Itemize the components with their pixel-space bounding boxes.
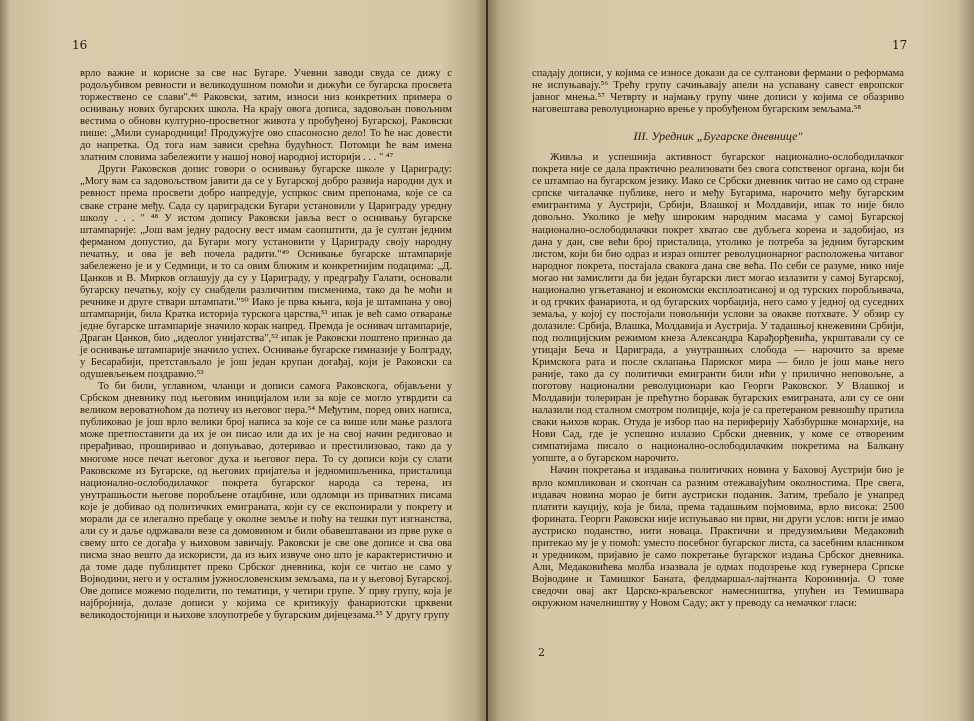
right-page-number: 17 [892,38,908,52]
right-page-text [532,68,904,610]
section-heading: III. Уредник „Бугарске дневнице" [633,129,803,144]
right-page [488,0,974,721]
left-page-text [80,68,452,622]
left-paragraph-2: Други Раковсков допис говори о оснивању бугарске школе у Цариграду: „Могу вам са задовољством јавити да се у Бугарској добро развија народни дух и ревност према просвети добро напредује, успркос свим препонама, које се са сваке стране међу. Сада су цариградски Бугари установили у Цариграду уредну школу . . . " ⁴⁸ У истом допису Раковски јавља вест о оснивању бугарске штампарије: „Још вам једну радосну вест имам саопштити, да је султан једним ферманом допустио, да Бугари могу установити у Цариграду своју народну печатњу, и ова је већ почела радити."⁴⁹ Оснивање бугарске штампарије забележено је и у Седмици, и то са овим ближим и конкретнијим подацима: „Д. Цанков и В. Мирков оглашују да су у Цариграду, у предграђу Галати, основали бугарску печатњу, коју су снабдели различитим писменима, тако да ће моћи и речнике и друге ствари штампати."⁵⁰ Иако је прва књига, која је штампана у овој штампарији, била Кратка историја турскога царства,⁵¹ ипак је већ само отварање једне бугарске штампарије значило корак напред. Премда је оснивач штампарије, Драган Цанков, био „идеолог унијатства",⁵² ипак је Раковски поштено признао да је оснивање штампарије значило успех. Оснивање бугарске гимназије у Болграду, у Бесарабији, претстављало је још један крупан догађај, који је Раковски са одушевљењем поздравио.⁵³ [80,164,452,381]
left-page [0,0,486,721]
left-paragraph-1: врло важне и корисне за све нас Бугаре. Учевни заводи свуда се дижу с родољубивом ревности и великодушном помоћи и дижући се бугарска просвета торжествено се слави".⁴⁶ Раковски, затим, износи низ конкретних примера о оснивању нових бугарских школа. На крају овога дописа, задовољан повољним вестима о обновн културно-просветног живота у пробуђеној Бугарској, Раковски пише: „Мили сународници! Продужујте ово спасоносно дело! То ће нас довести до напретка. Од тога нам зависи срећна будућност. Потомци ће вам имена златним словима забележити у нашој новој народној историји . . . " ⁴⁷ [80,68,452,164]
signature-mark: 2 [538,646,545,659]
left-paragraph-3: То би били, углавном, чланци и дописи самога Раковскога, објављени у Србском дневнику под његовим иницијалом или за које се могло утврдити са великом вероватноћом да потичу из његовог пера.⁵⁴ Међутим, поред ових написа, публиковао је још врло велики број написа за које се са више или мање разлога може претпоставити да их је он писао или да их је на свој начин редиговао и прерађивао, проширивао и допуњавао, дотеривао и престилизовао, тако да у многоме носе печат његовог духа и његовог пера. То су дописи који су слати Раковскоме из Бугарске, од његових пријатеља и једномишљеника, присталица национално-ослободилачког покрета бугарског народа са терена, из унутрашњости његове поробљене отаџбине, или одломци из приватних писама које је добивао од политичких емиграната, који су се експонирали у покрету и морали да се илегално пребаце у околне земље и поћу на тешки пут изгнанства, али су и даље одржавали везе са домовином и били обавештавани из прве руке о свему што се догађа у њиховом завичају. Раковски је све ове дописе и сва ова писма знао вешто да искористи, да из њих извуче оно што је карактеристично и да томе даде публицитет преко Србског дневника, који се читао не само у Војводини, него и у осталим јужнословенским земљама, па и у његовој Бугарској. Ове дописе можемо поделити, по тематици, у четири групе. У прву групу, која је најбројнија, долазе дописи у којима се критикују фанариотски црквени великодостојници и њихове злоупотребе у бугарским дијецезама.⁵⁵ У другу групу [80,381,452,622]
right-paragraph-1: Живља и успешнија активност бугарског национално-ослободилачког покрета није се дала практично реализовати без свога сопственог органа, који би се штампао на бугарском језику. Иако се Србски дневник читао не само од стране српске читалачке публике, него и међу Бугарима, нарочито међу бугарским емигрантима у Аустрији, Србији, Влашкој и Молдавији, ипак то није било довољно. Уколико је међу широким народним масама у самој Бугарској национално-ослободилачки покрет хватао све дубљега корена и задобијао, из дана у дан, све већи број присталица, утолико је потреба за једним бугарским листом, који би био одраз и израз општег револуционарног расположења читавог народног покрета, постајала свакога дана све већа. По себи се разуме, нико није могао ни замислити да би један бугарски лист могао излазити у самој Бугарској, национално угњетаваној и економски експлоатисаној и од турских поробљивача, и од грчких фанариота, и од бугарских чорбаџија, него само у једној од суседних земаља, у којој су постојали повољнији услови за овакве потхвате. У обзир су долазиле: Србија, Влашка, Молдавија и Аустрија. У тадашњој кнежевини Србији, под полицијским режимом кнеза Александра Карађорђевића, укрштавали су се утицаји Беча и Цариграда, а унутрашњих слобода — нарочито за време Кримскога рата и после склапања Париског мира — било је још мање него раније, тако да су политички емигранти били ићи у прилично неповољне, а поготову национални револуционари као Георги Раковског. У Влашкој и Молдавији толериран је прећутно боравак бугарских емиграната, али су се они налазили под сталном смотром полиције, која је са претераном ревношћу пратила сваки њихов корак. Отуда је избор пао на периферију Хабзбуршке монархије, на Нови Сад, где је успешно излазио Србски дневник, у коме се отвореним симпатијама писало о национално-ослободилачким покретима на Балкану уопште, а о бугарском нарочито. [532,152,904,465]
right-intro-paragraph: спадају дописи, у којима се износе докази да се султанови фермани о реформама не испуњавају.⁵⁶ Трећу групу сачињавају апели на успавану савест европског јавног мнења.⁵⁷ Четврту и најмању групу чине дописи у којима се обазриво наговештава револуционарно врење у пробуђеном бугарским земљама.⁵⁸ [532,68,904,116]
right-paragraph-2: Начин покретања и издавања политичких новина у Баховој Аустрији био је врло компликован и скопчан са разним отежавајућим околностима. Пре свега, издавач новина морао је бити аустриски поданик. Затим, требало је унапред платити кауцију, која је била, према тадашњим појмовима, врло висока: 2500 форината. Георги Раковски није испуњавао ни први, ни други услов: нити је имао аустриско поданство, нити новаца. Практични и предузимљиви Медаковић притекао му је у помоћ: уместо посебног бугарског листа, са засебним власником и уредником, пријавио је само покретање бугарског издања Србског дневника. Али, Медаковићева молба изазвала је одмах подозрење код гувернера Српске Војводине и Тамишког Баната, фелдмаршал-лајтнанта Коронинија. О томе сведочи овај акт Царско-краљевског намесништва, упућен из Темишвара окружном начелништву у Новом Саду; акт у преводу са немачког гласи: [532,465,904,609]
left-page-number: 16 [72,38,88,52]
